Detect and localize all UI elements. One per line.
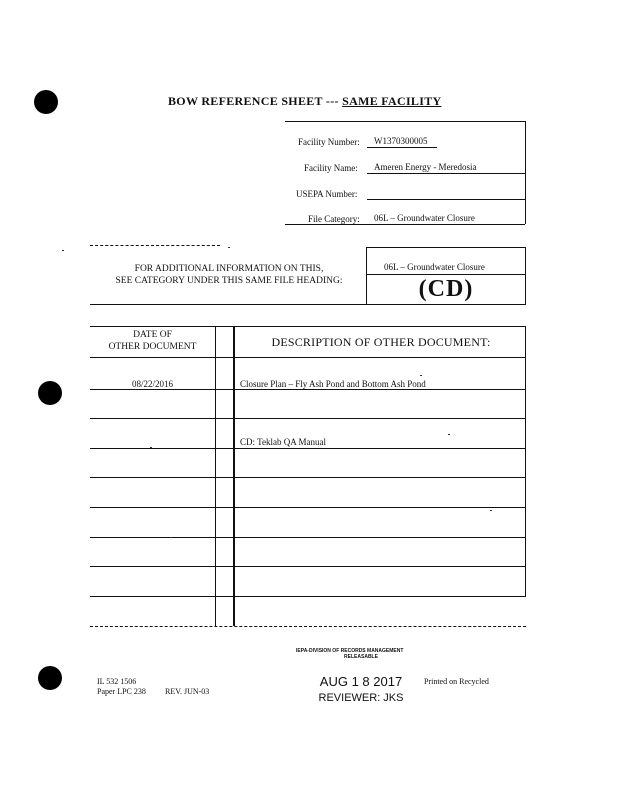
usepa-number-line: [367, 199, 525, 200]
row-date: 08/22/2016: [131, 379, 173, 389]
facility-number-label: Facility Number:: [298, 137, 360, 147]
title-main: BOW REFERENCE SHEET ---: [168, 94, 343, 108]
row-rule: [90, 537, 526, 538]
form-number: IL 532 1506: [97, 677, 137, 686]
facility-name-line: [367, 173, 525, 174]
file-category-label: File Category:: [308, 214, 360, 224]
row-rule: [90, 566, 526, 567]
file-category-value: 06L – Groundwater Closure: [374, 213, 475, 223]
category-ref-underline: [366, 274, 526, 275]
usepa-number-label: USEPA Number:: [296, 189, 358, 199]
category-code: (CD): [418, 276, 474, 302]
additional-info-line2: SEE CATEGORY UNDER THIS SAME FILE HEADING:: [115, 276, 343, 286]
row-description: Closure Plan – Fly Ash Pond and Bottom Ash Pond: [240, 379, 426, 389]
stamp-reviewer: REVIEWER: JKS: [318, 692, 404, 704]
table-bottom-rule: [90, 626, 526, 627]
table-top-rule: [90, 326, 526, 327]
title-underlined: SAME FACILITY: [342, 94, 442, 108]
scan-speck: [420, 375, 422, 376]
row-rule: [90, 448, 526, 449]
row-rule: [90, 389, 526, 390]
facility-number-line: [367, 147, 437, 148]
row-rule: [90, 477, 526, 478]
category-reference: 06L – Groundwater Closure: [384, 262, 485, 272]
row-rule: [90, 418, 526, 419]
category-box-top-rule: [366, 247, 526, 248]
scan-speck: [170, 537, 172, 538]
date-column-header-line2: OTHER DOCUMENT: [108, 342, 197, 352]
additional-info-top-rule: [90, 245, 220, 246]
table-header-rule: [90, 357, 526, 358]
table-divider-left: [215, 326, 216, 626]
description-column-header: DESCRIPTION OF OTHER DOCUMENT:: [271, 335, 491, 349]
binder-hole-bottom: [38, 666, 62, 690]
scan-speck: [150, 447, 152, 448]
page-title: [168, 94, 441, 109]
form-revision: REV. JUN-03: [165, 687, 210, 696]
stamp-releasable: RELEASABLE: [344, 654, 378, 660]
row-description: CD: Teklab QA Manual: [240, 437, 326, 447]
records-stamp: [296, 648, 426, 704]
table-right-edge: [525, 326, 526, 596]
facility-top-rule: [285, 121, 525, 122]
date-column-header-line1: DATE OF: [133, 330, 172, 340]
printed-on-recycled: Printed on Recycled: [424, 677, 489, 686]
form-paper: Paper LPC 238: [97, 687, 146, 696]
facility-number-value: W1370300005: [374, 136, 428, 146]
row-rule: [90, 507, 526, 508]
facility-right-rule: [525, 121, 526, 224]
binder-hole-middle: [38, 381, 62, 405]
facility-bottom-rule: [285, 224, 525, 225]
scan-speck: [228, 247, 230, 248]
stamp-division: IEPA-DIVISION OF RECORDS MANAGEMENT: [296, 648, 404, 654]
table-divider-right: [233, 326, 235, 626]
additional-info-line1: FOR ADDITIONAL INFORMATION ON THIS,: [134, 264, 324, 274]
facility-name-value: Ameren Energy - Meredosia: [374, 162, 477, 172]
scan-speck: [490, 510, 492, 511]
additional-info-bottom-rule: [90, 304, 526, 305]
facility-name-label: Facility Name:: [304, 163, 358, 173]
row-rule: [90, 596, 526, 597]
scan-speck: [448, 434, 450, 435]
scan-speck: [62, 250, 64, 251]
binder-hole-top: [34, 90, 58, 114]
stamp-date: AUG 1 8 2017: [319, 674, 403, 689]
